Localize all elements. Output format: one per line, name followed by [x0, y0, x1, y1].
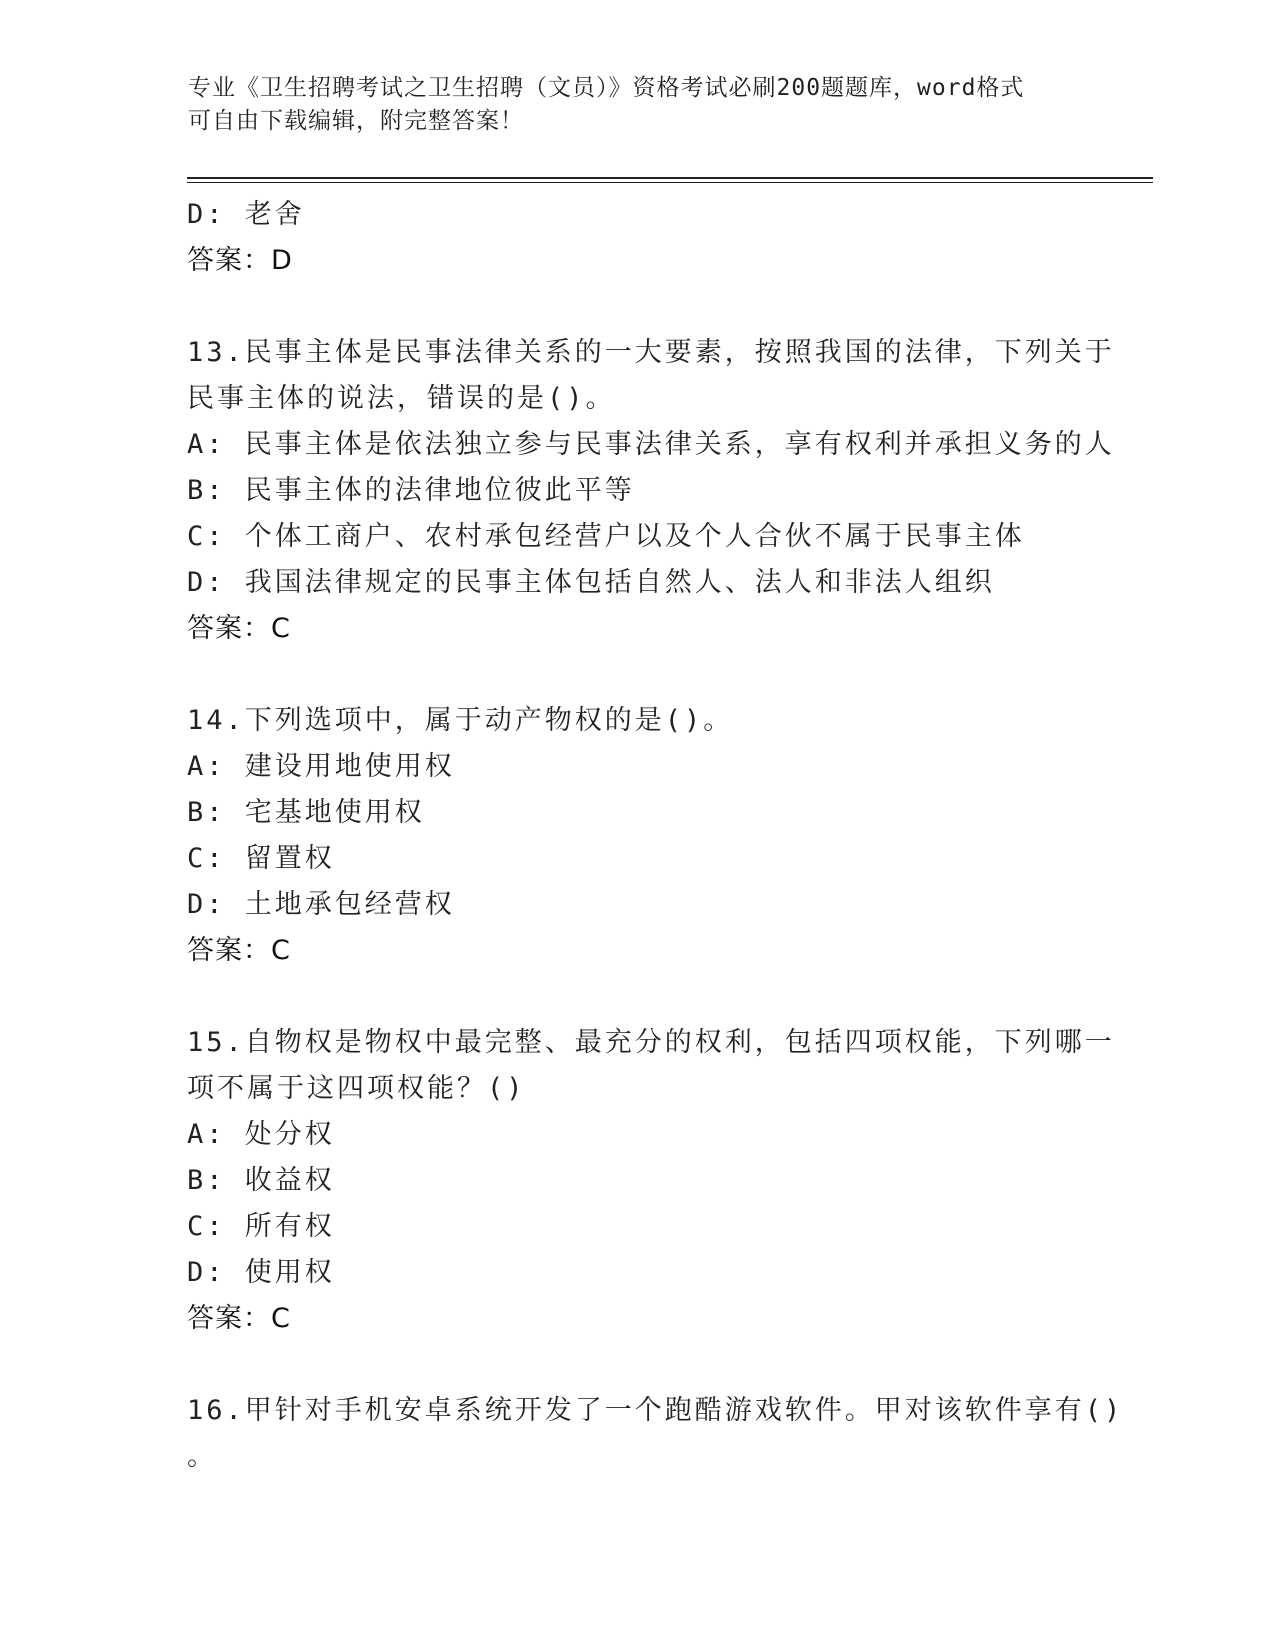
answer-line: 答案：C	[187, 613, 291, 644]
spacer	[187, 284, 1087, 330]
spacer	[187, 652, 1087, 698]
option-d: D: 土地承包经营权	[187, 889, 455, 920]
answer-line: 答案：C	[187, 1303, 291, 1334]
question-stem-line: 。	[187, 1441, 217, 1472]
spacer	[187, 974, 1087, 1020]
option-b: B: 民事主体的法律地位彼此平等	[187, 475, 635, 506]
option-c: C: 留置权	[187, 843, 335, 874]
prev-question-answer: 答案：D	[187, 245, 293, 276]
question-stem-line: 16.甲针对手机安卓系统开发了一个跑酷游戏软件。甲对该软件享有()	[187, 1395, 1124, 1426]
question-list	[187, 192, 1124, 1480]
question-stem-line: 14.下列选项中，属于动产物权的是()。	[187, 705, 734, 736]
question-stem-line: 项不属于这四项权能？()	[187, 1073, 526, 1104]
page-header	[188, 72, 1068, 138]
option-c: C: 所有权	[187, 1211, 335, 1242]
header-title-line-2: 可自由下载编辑，附完整答案！	[188, 108, 524, 134]
option-a: A: 民事主体是依法独立参与民事法律关系，享有权利并承担义务的人	[187, 429, 1115, 460]
option-d: D: 我国法律规定的民事主体包括自然人、法人和非法人组织	[187, 567, 995, 598]
question-15	[187, 1020, 1115, 1342]
header-title-line-1: 专业《卫生招聘考试之卫生招聘（文员）》资格考试必刷200题题库，word格式	[188, 75, 1025, 101]
header-divider-thin	[187, 182, 1153, 183]
question-stem-line: 民事主体的说法，错误的是()。	[187, 383, 616, 414]
question-16	[187, 1388, 1124, 1480]
spacer	[187, 1342, 1087, 1388]
question-14	[187, 698, 1087, 974]
question-stem-line: 13.民事主体是民事法律关系的一大要素，按照我国的法律，下列关于	[187, 337, 1115, 368]
option-c: C: 个体工商户、农村承包经营户以及个人合伙不属于民事主体	[187, 521, 1025, 552]
option-b: B: 收益权	[187, 1165, 335, 1196]
header-divider-thick	[187, 177, 1153, 179]
option-d: D: 使用权	[187, 1257, 335, 1288]
question-13	[187, 330, 1115, 652]
question-stem-line: 15.自物权是物权中最完整、最充分的权利，包括四项权能，下列哪一	[187, 1027, 1115, 1058]
prev-question-option-d: D: 老舍	[187, 199, 305, 230]
option-b: B: 宅基地使用权	[187, 797, 425, 828]
answer-line: 答案：C	[187, 935, 291, 966]
option-a: A: 处分权	[187, 1119, 335, 1150]
option-a: A: 建设用地使用权	[187, 751, 455, 782]
